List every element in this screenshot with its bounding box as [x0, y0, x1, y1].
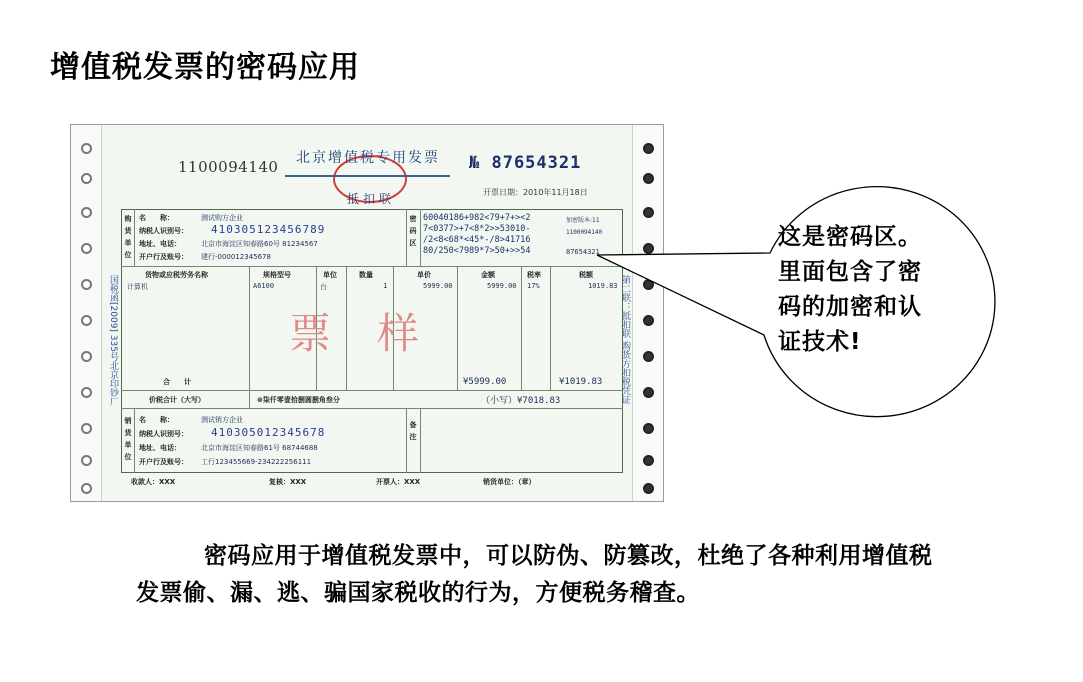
invoice-code: 1100094140	[178, 158, 279, 176]
header-price: 单价	[417, 271, 431, 279]
buyer-name: 测试购方企业	[201, 214, 243, 222]
remark-label: 备注	[409, 421, 417, 441]
header-tax: 税额	[579, 271, 593, 279]
buyer-name-label: 名 称：	[139, 214, 174, 222]
item-qty: 1	[383, 282, 388, 290]
buyer-taxid: 410305123456789	[211, 223, 326, 236]
seller-name-label: 名 称：	[139, 416, 174, 424]
cipher-line: /2<8<68*<45*-/8>41716	[423, 235, 531, 245]
grand-total-small: （小写）¥7018.83	[481, 396, 561, 406]
invoice-title: 北京增值税专用发票	[296, 150, 440, 166]
seller-addr: 北京市海淀区知春路61号 68744688	[201, 444, 318, 452]
seller-bank: 工行123455669-234222256111	[201, 458, 312, 466]
grand-total-words: ⊗柒仟零壹拾捌圆捌角叁分	[257, 396, 340, 404]
item-unit: 台	[320, 283, 327, 291]
callout-line: 证技术!	[778, 329, 862, 355]
callout-text	[778, 220, 988, 360]
total-tax: ¥1019.83	[559, 377, 603, 387]
invoice-right-side-text: 第二联：抵扣联 购货方扣税凭证	[620, 275, 630, 404]
item-rate: 17%	[527, 282, 540, 290]
cipher-line: 60040186+982<79+7+><2	[423, 213, 531, 223]
slide-title: 增值税发票的密码应用	[50, 50, 360, 85]
footer-reviewer: 复核：XXX	[269, 478, 307, 486]
item-amount: 5999.00	[487, 282, 517, 290]
callout-line: 里面包含了密	[778, 259, 922, 285]
buyer-bank: 建行-000012345678	[201, 253, 271, 261]
buyer-addr: 北京市海淀区知春路60号 81234567	[201, 240, 318, 248]
footer-payee: 收款人：XXX	[131, 478, 176, 486]
buyer-addr-label: 地址、电话：	[139, 240, 181, 248]
seller-taxid: 410305012345678	[211, 426, 326, 439]
caption-text: 密码应用于增值税发票中，可以防伪、防篡改，杜绝了各种利用增值税发票偷、漏、逃、骗国家税收的行为，方便税务稽查。	[136, 543, 933, 606]
seller-bank-label: 开户行及账号：	[139, 458, 188, 466]
header-rate: 税率	[527, 271, 541, 279]
cipher-number-small: 87654321	[566, 248, 600, 256]
invoice-left-side-text: 国税函[2009] 335号北京印钞厂	[108, 275, 118, 406]
total-amount: ¥5999.00	[463, 377, 507, 387]
footer-drawer: 开票人：XXX	[376, 478, 421, 486]
total-label: 合 计	[163, 378, 191, 386]
header-model: 规格型号	[263, 271, 291, 279]
sample-stamp: 票 样	[289, 309, 422, 358]
footer-seller-seal: 销货单位：（章）	[483, 478, 536, 486]
buyer-side-label: 购货单位	[124, 215, 132, 259]
cipher-line: 7<0377>+7<8*2>>53010-	[423, 224, 531, 234]
cipher-side-label: 密码区	[409, 215, 417, 247]
cipher-line: 80/250<7989*7>50+>>54	[423, 246, 531, 256]
slide-caption	[136, 538, 936, 612]
item-model: A6100	[253, 282, 275, 290]
header-item-name: 货物或应税劳务名称	[145, 271, 208, 279]
header-unit: 单位	[323, 271, 337, 279]
cipher-version: 加密版本:11	[566, 217, 600, 224]
seller-name: 测试销方企业	[201, 416, 243, 424]
callout-line: 码的加密和认	[778, 294, 922, 320]
invoice-copy-label: 抵扣联	[347, 192, 396, 206]
header-amount: 金额	[481, 271, 495, 279]
header-qty: 数量	[359, 271, 373, 279]
buyer-taxid-label: 纳税人识别号：	[139, 227, 188, 235]
invoice-date: 开票日期：2010年11月18日	[483, 188, 588, 197]
item-tax: 1019.83	[588, 282, 618, 290]
cipher-code-small: 1100094140	[566, 229, 603, 236]
buyer-bank-label: 开户行及账号：	[139, 253, 188, 261]
seller-side-label: 销货单位	[124, 417, 132, 461]
item-price: 5999.00	[423, 282, 453, 290]
invoice-number: № 87654321	[469, 153, 582, 173]
seller-addr-label: 地址、电话：	[139, 444, 181, 452]
item-name: 计算机	[127, 283, 148, 291]
callout-line: 这是密码区。	[778, 224, 922, 250]
seller-taxid-label: 纳税人识别号：	[139, 430, 188, 438]
grand-total-label: 价税合计（大写）	[149, 396, 205, 404]
